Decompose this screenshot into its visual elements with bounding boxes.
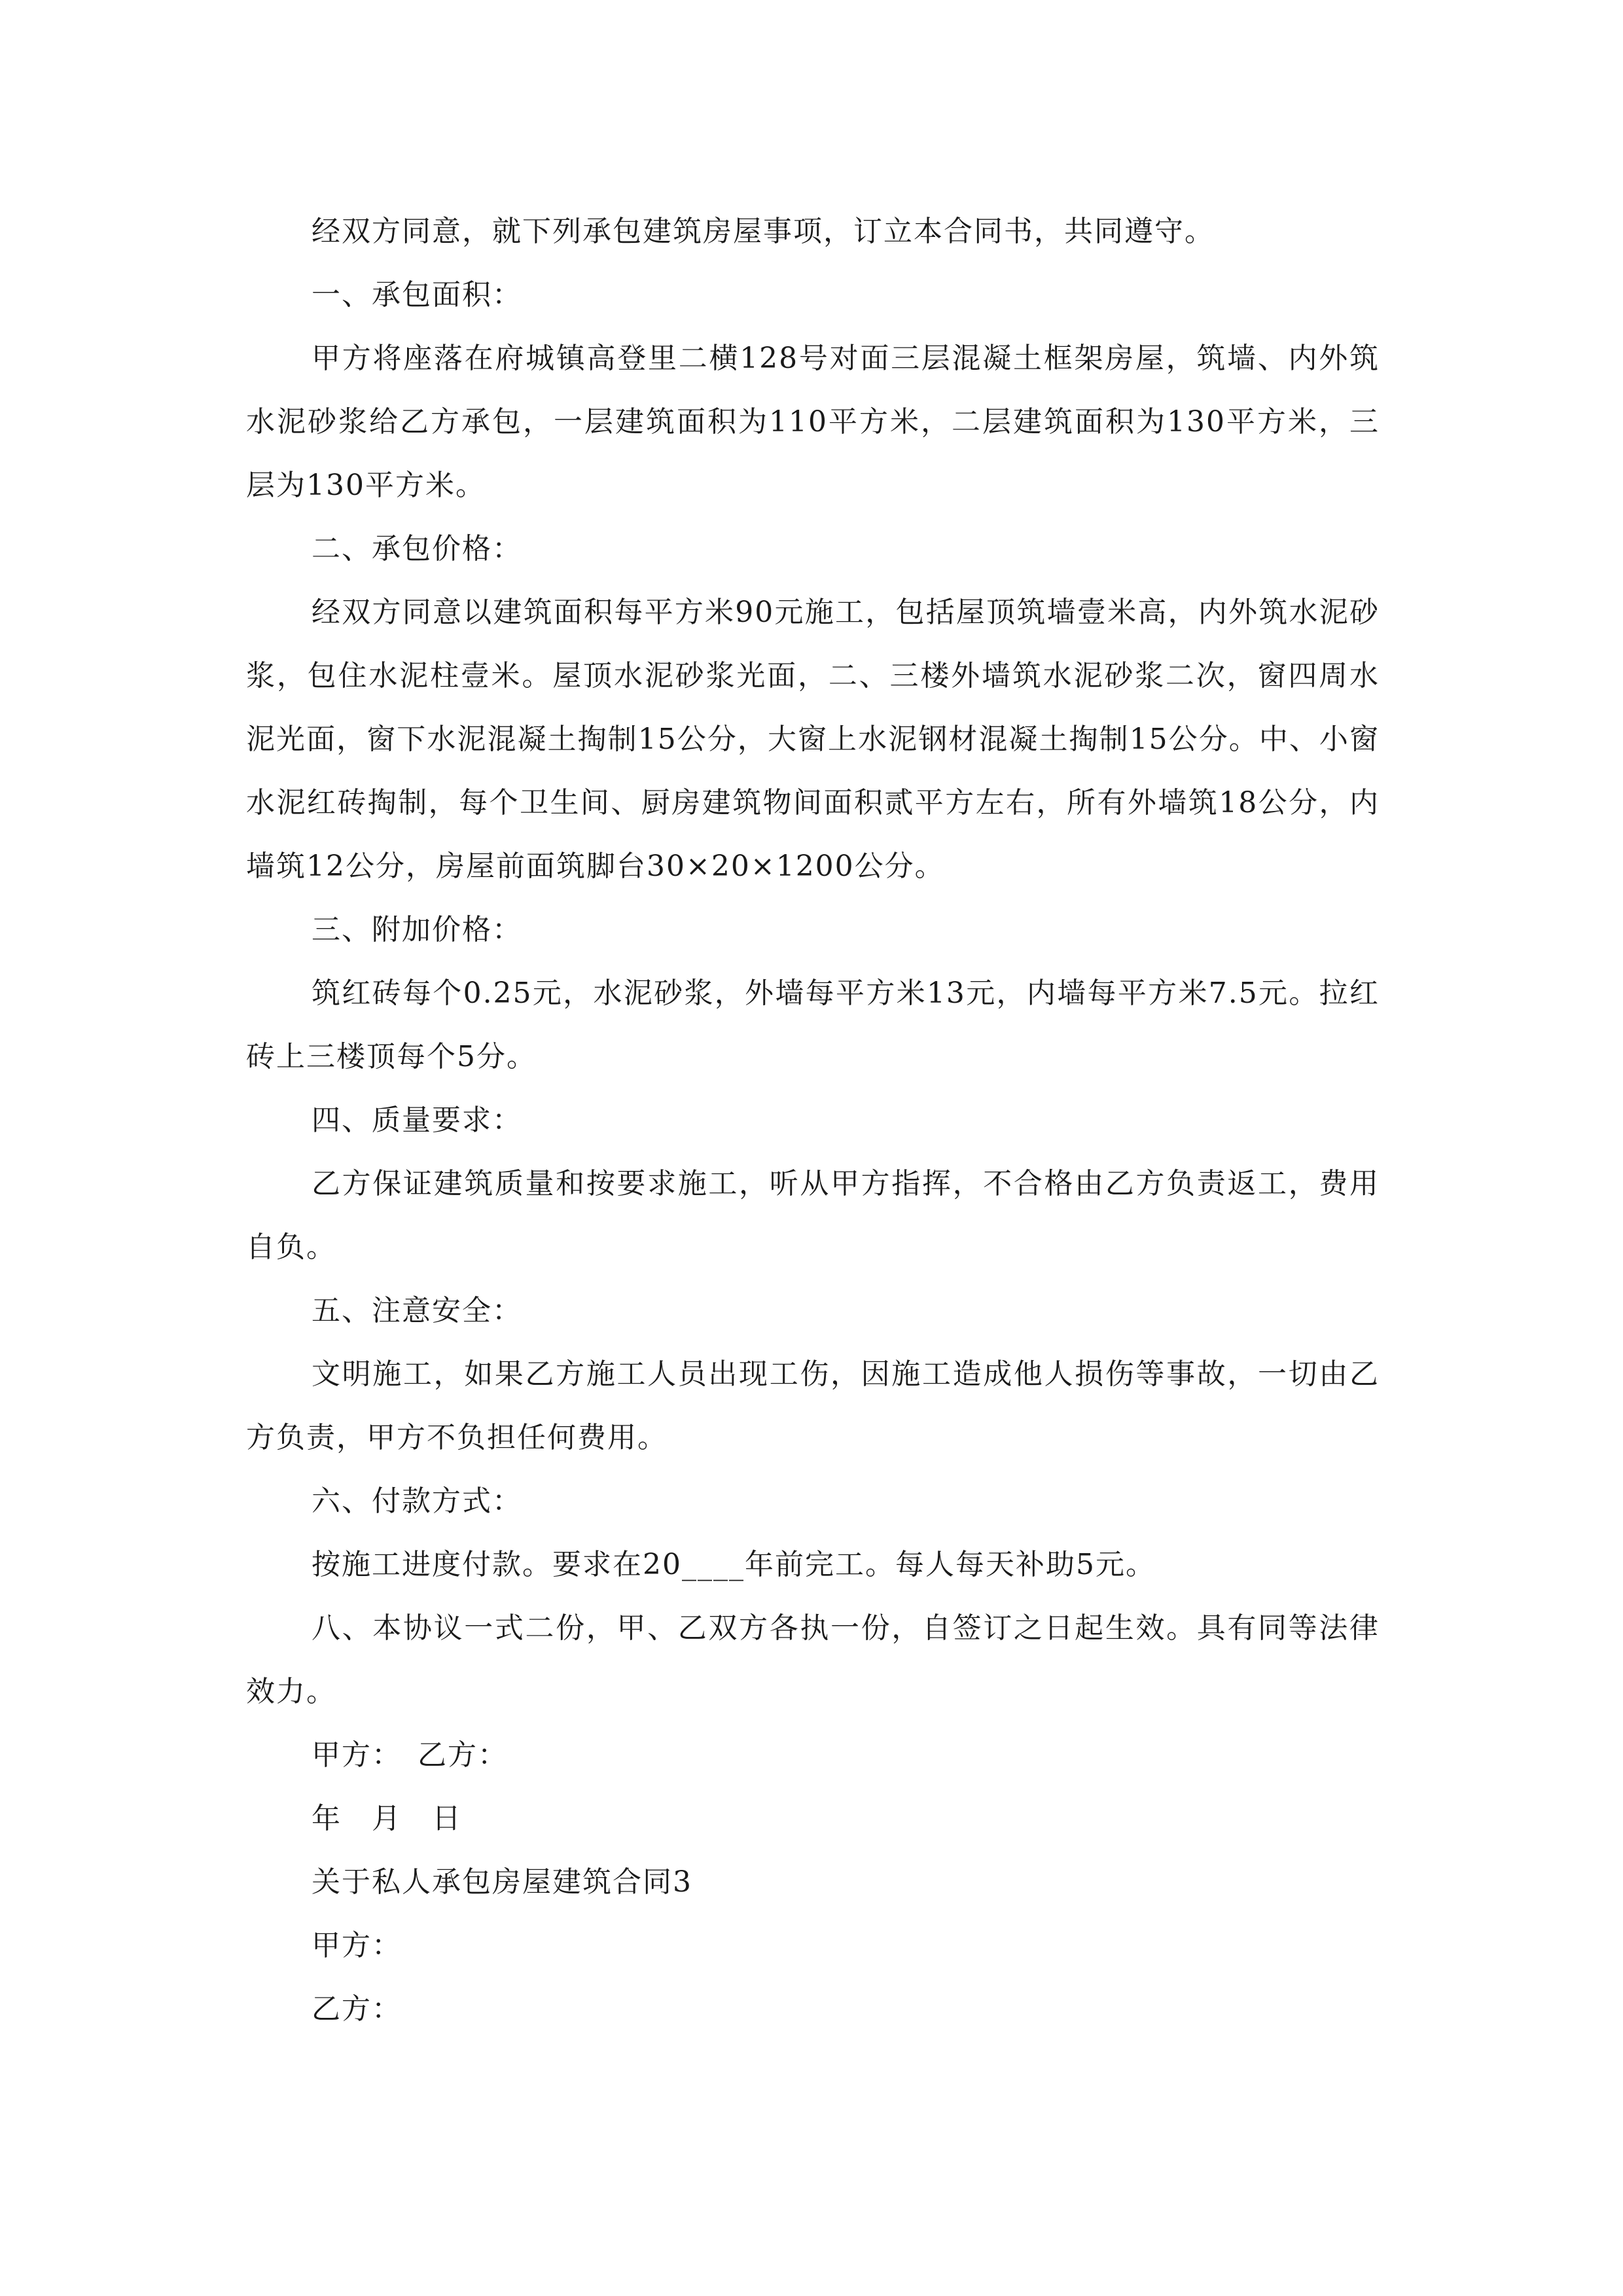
section-heading-quality: 四、质量要求： bbox=[312, 1103, 522, 1137]
section-heading-safety: 五、注意安全： bbox=[312, 1294, 522, 1327]
area-paragraph: 甲方将座落在府城镇高登里二横128号对面三层混凝土框架房屋，筑墙、内外筑水泥砂浆给乙方承包，一层建筑面积为110平方米，二层建筑面积为130平方米，三层为130平方米。 bbox=[246, 342, 1380, 502]
safety-paragraph: 文明施工，如果乙方施工人员出现工伤，因施工造成他人损伤等事故，一切由乙方负责，甲方不负担任何费用。 bbox=[246, 1357, 1380, 1454]
price-paragraph: 经双方同意以建筑面积每平方米90元施工，包括屋顶筑墙壹米高，内外筑水泥砂浆，包住水泥柱壹米。屋顶水泥砂浆光面，二、三楼外墙筑水泥砂浆二次，窗四周水泥光面，窗下水泥混凝土掏制15公分，大窗上水泥钢材混凝土掏制15公分。中、小窗水泥红砖掏制，每个卫生间、厨房建筑物间面积贰平方左右，所有外墙筑18公分，内墙筑12公分，房屋前面筑脚台30×20×1200公分。 bbox=[246, 596, 1380, 883]
signature-date: 年 月 日 bbox=[312, 1802, 462, 1835]
party-b-label: 乙方： bbox=[312, 1992, 402, 2026]
section-heading-price: 二、承包价格： bbox=[312, 532, 522, 565]
intro-paragraph: 经双方同意，就下列承包建筑房屋事项，订立本合同书，共同遵守。 bbox=[312, 215, 1215, 248]
party-a-label: 甲方： bbox=[312, 1929, 402, 1962]
payment-paragraph: 按施工进度付款。要求在20____年前完工。每人每天补助5元。 bbox=[312, 1548, 1156, 1581]
extra-price-paragraph: 筑红砖每个0.25元，水泥砂浆，外墙每平方米13元，内墙每平方米7.5元。拉红砖上三楼顶每个5分。 bbox=[246, 977, 1380, 1073]
section-heading-extra-price: 三、附加价格： bbox=[312, 913, 522, 946]
section-heading-payment: 六、付款方式： bbox=[312, 1484, 522, 1518]
signature-parties: 甲方： 乙方： bbox=[312, 1738, 508, 1772]
agreement-copies-paragraph: 八、本协议一式二份，甲、乙双方各执一份，自签订之日起生效。具有同等法律效力。 bbox=[246, 1611, 1380, 1708]
section-heading-area: 一、承包面积： bbox=[312, 278, 522, 312]
next-contract-title: 关于私人承包房屋建筑合同3 bbox=[312, 1865, 692, 1899]
document-body bbox=[246, 200, 1380, 2041]
quality-paragraph: 乙方保证建筑质量和按要求施工，听从甲方指挥，不合格由乙方负责返工，费用自负。 bbox=[246, 1167, 1380, 1264]
